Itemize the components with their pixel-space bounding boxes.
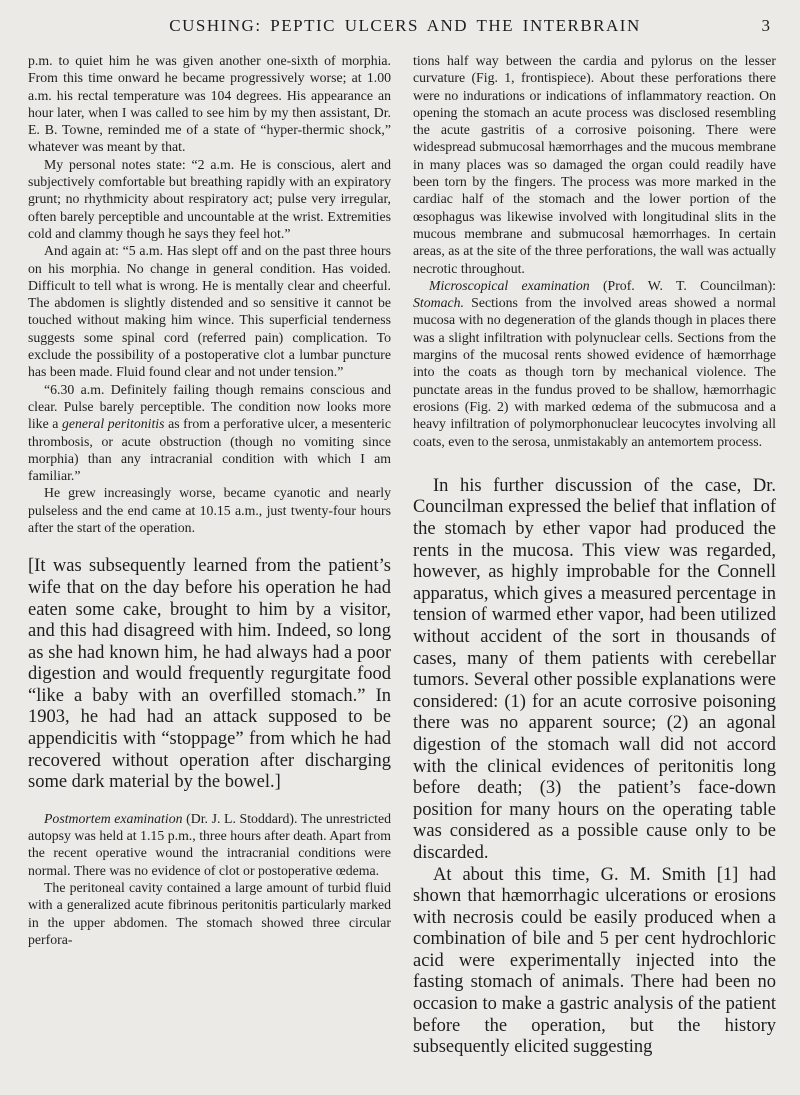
text-run: “6.30 a.m. Definitely failing though remains conscious and clear. Pulse barely perceptible. The condition now looks more like a: [28, 381, 391, 432]
paragraph-notes-5am: And again at: “5 a.m. Has slept off and on the past three hours on his morphia. No change in general condition. Has voided. Difficult to tell what is wrong. He is mentally clear and cheerful. The abdomen is slightly distended and so sensitive it cannot be touched without making him wince. This superficial tenderness suggests some spinal cord (referred pain) complication. To exclude the possibility of a postoperative clot a lumbar puncture has been made. Fluid found clear and not under tension.”: [28, 243, 391, 380]
text-run: as from a perforative ulcer, a mesenteric thrombosis, or acute obstruction (though no vomiting since morphia) than any intracranial condition with which I am familiar.”: [28, 416, 391, 484]
paragraph-patient-history: [It was subsequently learned from the patient’s wife that on the day before his operation he had eaten some cake, brought to him by a visitor, and this had disagreed with him. Indeed, so long as she had known him, he had always had a poor digestion and would frequently regurgitate food “like a baby with an overfilled stomach.” In 1903, he had had an attack supposed to be appendicitis with “stoppage” from which he had recovered without operation after discharging some dark material by the bowel.]: [28, 556, 391, 793]
text-run: (Prof. W. T. Councilman):: [589, 277, 776, 293]
paragraph-peritoneal-cavity: The peritoneal cavity contained a large amount of turbid fluid with a generalized acute fibrinous peritonitis particularly marked in the upper abdomen. The stomach showed three circular perfora-: [28, 880, 391, 947]
text-run: Sections from the involved areas showed a normal mucosa with no degeneration of the glands though in places there was a slight infiltration with polynuclear cells. Sections from the margins of the mucosal rents showed evidence of hæmorrhage into the coats as though torn by mechanical violence. The punctate areas in the fundus proved to be shallow, hæmorrhagic erosions (Fig. 2) with marked œdema of the submucosa and a heavy infiltration of polymorphonuclear leucocytes involving all coats, even to the serosa, unmistakably an antemortem process.: [413, 295, 776, 449]
page-number: 3: [761, 16, 770, 35]
paragraph-end: He grew increasingly worse, became cyanotic and nearly pulseless and the end came at 10.15 a.m., just twenty-four hours after the start of the operation.: [28, 485, 391, 536]
text-run: (Dr. J. L. Stoddard). The unrestricted autopsy was held at 1.15 p.m., three hours after death. Apart from the recent operative wound the intracranial conditions were normal. There was no evidence of clot or postoperative œdema.: [28, 810, 391, 878]
paragraph-smith-experiments: At about this time, G. M. Smith [1] had shown that hæmorrhagic ulcerations or erosions with necrosis could be easily produced when a combination of bile and 5 per cent hydrochloric acid were experimentally injected into the fasting stomach of animals. There had been no occasion to make a gastric analysis of the patient before the operation, but the history subsequently elicited suggesting: [413, 864, 776, 1058]
running-head-title: CUSHING: PEPTIC ULCERS AND THE INTERBRAIN: [169, 16, 641, 35]
paragraph-notes-630am: [28, 381, 391, 485]
paragraph-notes-2am: My personal notes state: “2 a.m. He is conscious, alert and subjectively comfortable but breathing rapidly with an expiratory grunt; no rhythmicity about respiratory act; pulse very irregular, often barely perceptible and uncountable at the wrist. Extremities cold and clammy though he says they feel hot.”: [28, 156, 391, 241]
section-heading-postmortem: Postmortem examination: [44, 810, 183, 826]
section-heading-microscopical: Microscopical examination: [429, 277, 590, 293]
paragraph-perforations: tions half way between the cardia and pylorus on the lesser curvature (Fig. 1, frontispiece). About these perforations there were no indurations or indications of inflammatory reaction. On opening the stomach an acute process was disclosed resembling the acute gastritis of a corrosive poisoning. There were widespread submucosal hæmorrhages and the mucous membrane in many places was so damaged the organ could readily have been torn by the fingers. The process was more marked in the cardiac half of the stomach and the lower portion of the œsophagus was likewise involved with longitudinal slits in the mucous membrane and submucosal hæmorrhages. In certain areas, as at the site of the three perforations, the wall was actually necrotic throughout.: [413, 53, 776, 276]
italic-term: general peritonitis: [62, 416, 165, 432]
running-header: [40, 16, 770, 40]
paragraph-morphia: p.m. to quiet him he was given another one-sixth of morphia. From this time onward he became progressively worse; at 1.00 a.m. his rectal temperature was 104 degrees. His appearance an hour later, when I was called to see him by my then assistant, Dr. E. B. Towne, reminded me of a state of “hyper-thermic shock,” whatever was meant by that.: [28, 53, 391, 155]
paragraph-microscopical: [413, 277, 776, 450]
left-column: [28, 52, 391, 1087]
paragraph-discussion: In his further discussion of the case, Dr. Councilman expressed the belief that inflation of the stomach by ether vapor had produced the rents in the mucosa. This view was regarded, however, as highly improbable for the Connell apparatus, which gives a measured percentage in tension of warmed ether vapor, had been utilized without accident of the sort in thousands of cases, many of them patients with cerebellar tumors. Several other possible explanations were considered: (1) for an acute corrosive poisoning there was no apparent source; (2) an agonal digestion of the stomach wall did not accord with the clinical evidences of peritonitis long before death; (3) the patient’s face-down position for many hours on the operating table was considered as a possible cause only to be discarded.: [413, 475, 776, 863]
italic-term-stomach: Stomach.: [413, 295, 464, 311]
paragraph-postmortem: [28, 810, 391, 879]
right-column: [413, 52, 776, 1087]
